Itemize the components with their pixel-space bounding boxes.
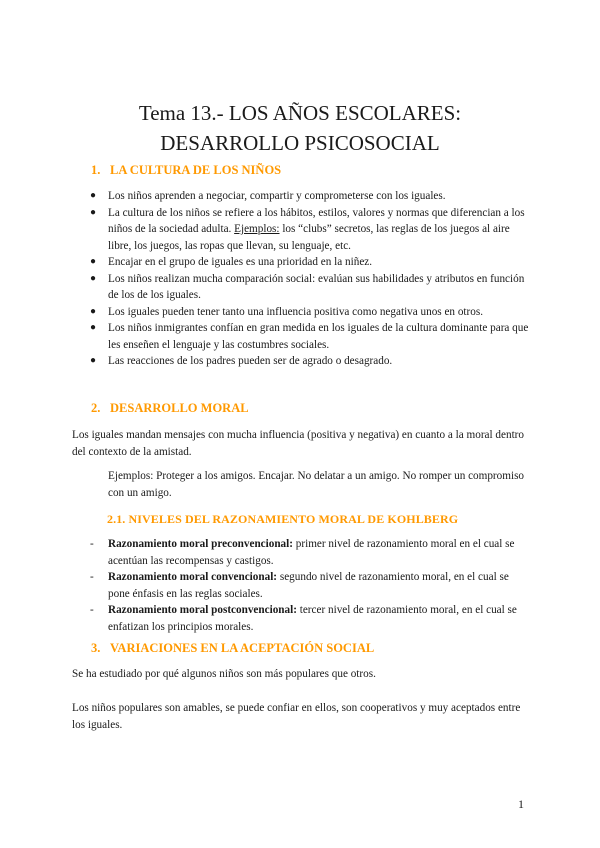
popularity-paragraph-2: Los niños populares son amables, se puede confiar en ellos, son cooperativos y muy aceptados entre los iguales. [72,702,521,731]
bullet-icon: ● [90,272,97,284]
page-title-line-2: DESARROLLO PSICOSOCIAL [160,131,440,155]
section-title: DESARROLLO MORAL [110,401,249,415]
popularity-paragraph-1: Se ha estudiado por qué algunos niños son más populares que otros. [72,668,376,680]
bullet-icon: ● [90,322,97,333]
list-item [90,602,530,635]
list-item [90,353,530,370]
list-item [90,205,530,255]
list-item [90,536,530,569]
list-item-text: Los niños inmigrantes confían en gran medida en los iguales de la cultura dominante para que les enseñen el lenguaje y las costumbres sociales. [108,322,529,351]
bullet-icon: ● [90,206,97,218]
list-item [90,304,530,321]
list-item [90,271,530,304]
section-number: 2. [91,401,101,415]
bullet-icon: ● [90,190,97,201]
dash-icon: - [90,604,94,616]
level-term: Razonamiento moral postconvencional: [108,604,297,616]
list-item [90,569,530,602]
bullet-icon: ● [90,355,97,366]
list-item-text: La cultura de los niños se refiere a los hábitos, estilos, valores y normas que diferencian a los niños de la sociedad adulta. [108,206,525,235]
section-heading-3 [91,641,374,656]
page-number: 1 [518,797,524,811]
bullet-icon: ● [90,256,97,267]
list-item-text: Los niños realizan mucha comparación social: evalúan sus habilidades y atributos en función de los de los iguales. [108,272,525,301]
kohlberg-levels-list [90,536,530,635]
level-term: Razonamiento moral convencional: [108,571,278,583]
list-item-text: Encajar en el grupo de iguales es una prioridad en la niñez. [108,256,373,268]
level-description: tercer nivel de razonamiento moral, en el cual se enfatizan los principios morales. [108,604,517,633]
level-description: primer nivel de razonamiento moral en el cual se acentúan las recompensas y castigos. [108,538,515,567]
dash-icon: - [90,571,94,583]
list-item [90,188,530,205]
list-item-text: Los niños aprenden a negociar, compartir y comprometerse con los iguales. [108,190,446,202]
page-title [0,98,600,158]
bullet-icon: ● [90,305,97,317]
list-item [90,320,530,353]
culture-bullet-list [90,188,530,370]
examples-label: Ejemplos: [234,223,280,235]
section-heading-1 [91,163,281,178]
list-item-text: Los iguales pueden tener tanto una influencia positiva como negativa unos en otros. [108,305,483,318]
dash-icon: - [90,538,94,550]
page-title-line-1: Tema 13.- LOS AÑOS ESCOLARES: [138,101,462,125]
section-title: VARIACIONES EN LA ACEPTACIÓN SOCIAL [110,641,375,655]
list-item-text: Las reacciones de los padres pueden ser de agrado o desagrado. [108,355,393,367]
moral-examples-paragraph: Ejemplos: Proteger a los amigos. Encajar. No delatar a un amigo. No romper un compromiso con un amigo. [108,470,525,499]
section-number: 3. [91,641,101,655]
section-title: LA CULTURA DE LOS NIÑOS [110,163,282,177]
list-item [90,254,530,271]
list-item-text: los “clubs” secretos, las reglas de los juegos al aire libre, los juegos, las ropas que llevan, su lenguaje, etc. [108,223,510,252]
section-heading-2 [91,401,249,416]
level-term: Razonamiento moral preconvencional: [108,538,293,550]
level-description: segundo nivel de razonamiento moral, en el cual se pone énfasis en las reglas sociales. [108,571,509,600]
subsection-heading-kohlberg: 2.1. NIVELES DEL RAZONAMIENTO MORAL DE KOHLBERG [107,512,459,526]
section-number: 1. [91,163,101,177]
moral-intro-paragraph: Los iguales mandan mensajes con mucha influencia (positiva y negativa) en cuanto a la moral dentro del contexto de la amistad. [72,429,525,458]
